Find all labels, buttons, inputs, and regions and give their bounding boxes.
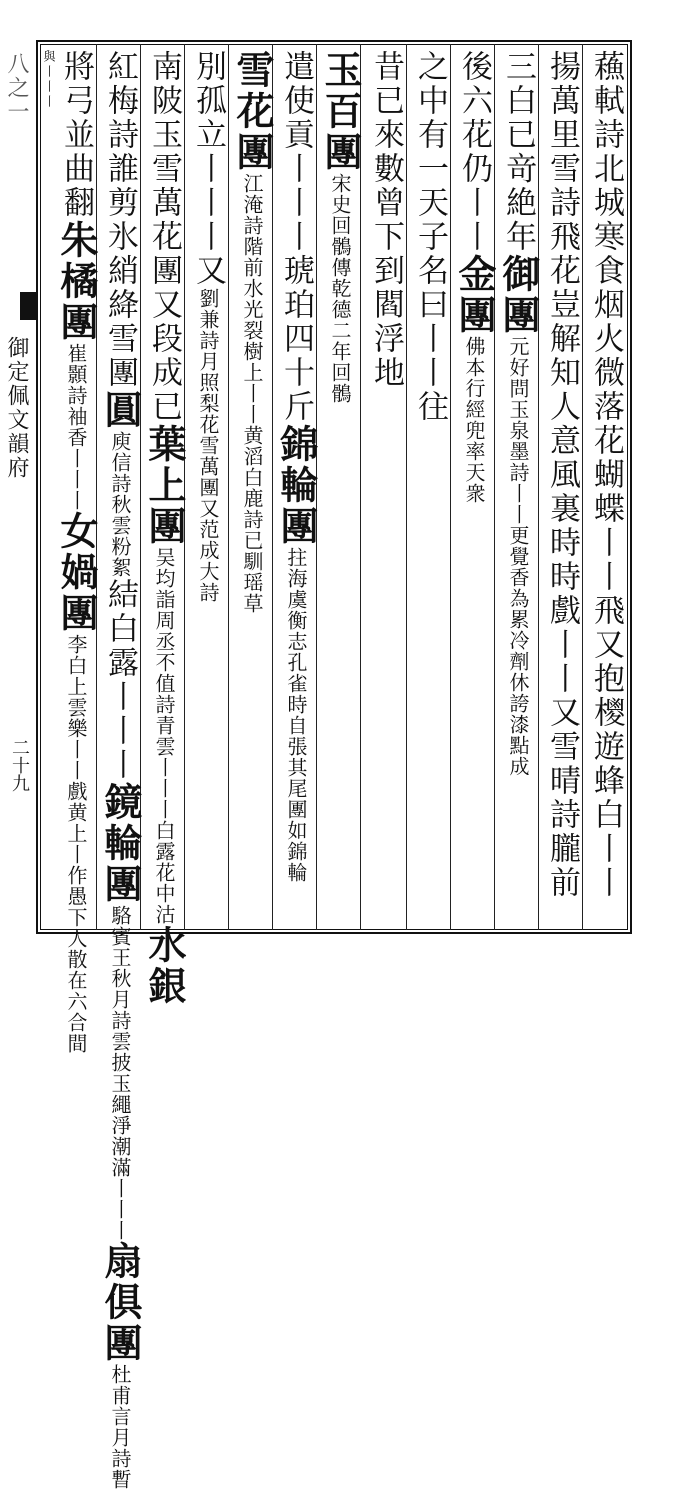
entry-heading: 水銀 xyxy=(142,925,187,1007)
fishtail-mark xyxy=(20,292,36,320)
column-rule xyxy=(538,44,539,930)
annotation: 庾信詩秋雲粉絮 xyxy=(108,431,132,578)
annotation: 黄滔白鹿詩已馴瑶草 xyxy=(240,425,264,614)
column-text: 南陂玉雪萬花團又段成已 xyxy=(146,50,182,424)
text-column-10 xyxy=(188,50,228,910)
entry-heading: 鏡輪團 xyxy=(98,782,143,905)
book-title: 御定佩文韻府 xyxy=(4,336,29,480)
annotation: 吴均詣周丞不值詩青雲丨丨丨白露花中沽 xyxy=(152,547,176,925)
column-text: 蘓軾詩北城寒食烟火微落花蝴蝶丨丨飛又抱㯶遊蜂白丨丨 xyxy=(588,50,624,900)
annotation: 佛本行經兜率天衆 xyxy=(462,336,486,504)
column-text: 將弓並曲翻 xyxy=(58,50,94,220)
column-rule xyxy=(494,44,495,930)
text-column-14 xyxy=(42,50,56,910)
column-text: 別孤立丨丨丨又 xyxy=(190,50,226,288)
column-text: 結白露丨丨丨 xyxy=(102,578,138,782)
entry-heading: 圓 xyxy=(98,390,143,431)
column-text: 遣使貢丨丨丨琥珀四十斤 xyxy=(278,50,314,424)
entry-heading: 錦輪團 xyxy=(274,424,319,547)
book-margin xyxy=(0,0,38,975)
column-text: 與丨丨丨 xyxy=(42,50,56,110)
entry-heading: 玉百團 xyxy=(318,50,363,173)
column-rule xyxy=(582,44,583,930)
text-column-1 xyxy=(586,50,626,910)
annotation: 元好問玉泉墨詩丨丨更覺香為累冷劑休誇漆點成 xyxy=(506,336,530,777)
column-rule xyxy=(272,44,273,930)
text-column-3 xyxy=(496,50,541,910)
text-column-7 xyxy=(318,50,363,910)
annotation: 劉兼詩月照梨花雪萬團又范成大詩 xyxy=(196,288,220,603)
entry-heading: 金團 xyxy=(452,254,497,336)
column-text: 之中有一天子名曰丨丨往 xyxy=(412,50,448,424)
column-rule xyxy=(96,44,97,930)
column-rule xyxy=(228,44,229,930)
text-column-12 xyxy=(98,50,143,1490)
annotation: 拄海虞衡志孔雀時自張其尾團如錦輪 xyxy=(284,547,308,883)
column-text: 揚萬里雪詩飛花豈解知人意風裏時時戲丨丨又雪晴詩朧前 xyxy=(544,50,580,900)
text-column-8 xyxy=(274,50,319,910)
text-column-4 xyxy=(452,50,497,910)
entry-heading: 朱橘團 xyxy=(54,220,99,343)
annotation: 宋史回鶻傳乾德二年回鶻 xyxy=(328,173,352,404)
margin-top-fragment: 八之一 xyxy=(4,52,29,124)
column-rule xyxy=(406,44,407,930)
text-column-9 xyxy=(230,50,275,910)
column-rule xyxy=(450,44,451,930)
entry-heading: 御團 xyxy=(496,254,541,336)
column-text: 紅梅詩誰剪氷綃絳雪團 xyxy=(102,50,138,390)
annotation: 李白上雲樂丨丨戲黄上丨作愚下人散在六合間 xyxy=(64,634,88,1054)
page-number: 二十九 xyxy=(9,738,30,792)
annotation: 崔顥詩袖香丨丨丨 xyxy=(64,343,88,511)
text-column-13 xyxy=(54,50,99,1054)
entry-heading: 葉上團 xyxy=(142,424,187,547)
entry-heading: 女媧團 xyxy=(54,511,99,634)
annotation: 杜甫言月詩暫 xyxy=(108,1364,132,1490)
entry-heading: 雪花團 xyxy=(230,50,275,173)
annotation: 江淹詩階前水光裂樹上丨丨 xyxy=(240,173,264,425)
column-rule xyxy=(360,44,361,930)
column-text: 後六花仍丨丨 xyxy=(456,50,492,254)
column-text: 三白已竒絶年 xyxy=(500,50,536,254)
column-text: 昔已來數曾下到閻浮地 xyxy=(368,50,404,390)
text-column-5 xyxy=(410,50,450,910)
text-column-11 xyxy=(142,50,187,1007)
annotation: 駱賓王秋月詩雲披玉繩淨潮滿丨丨丨 xyxy=(108,905,132,1241)
entry-heading: 扇俱團 xyxy=(98,1241,143,1364)
text-column-6 xyxy=(366,50,406,910)
text-column-2 xyxy=(542,50,582,910)
